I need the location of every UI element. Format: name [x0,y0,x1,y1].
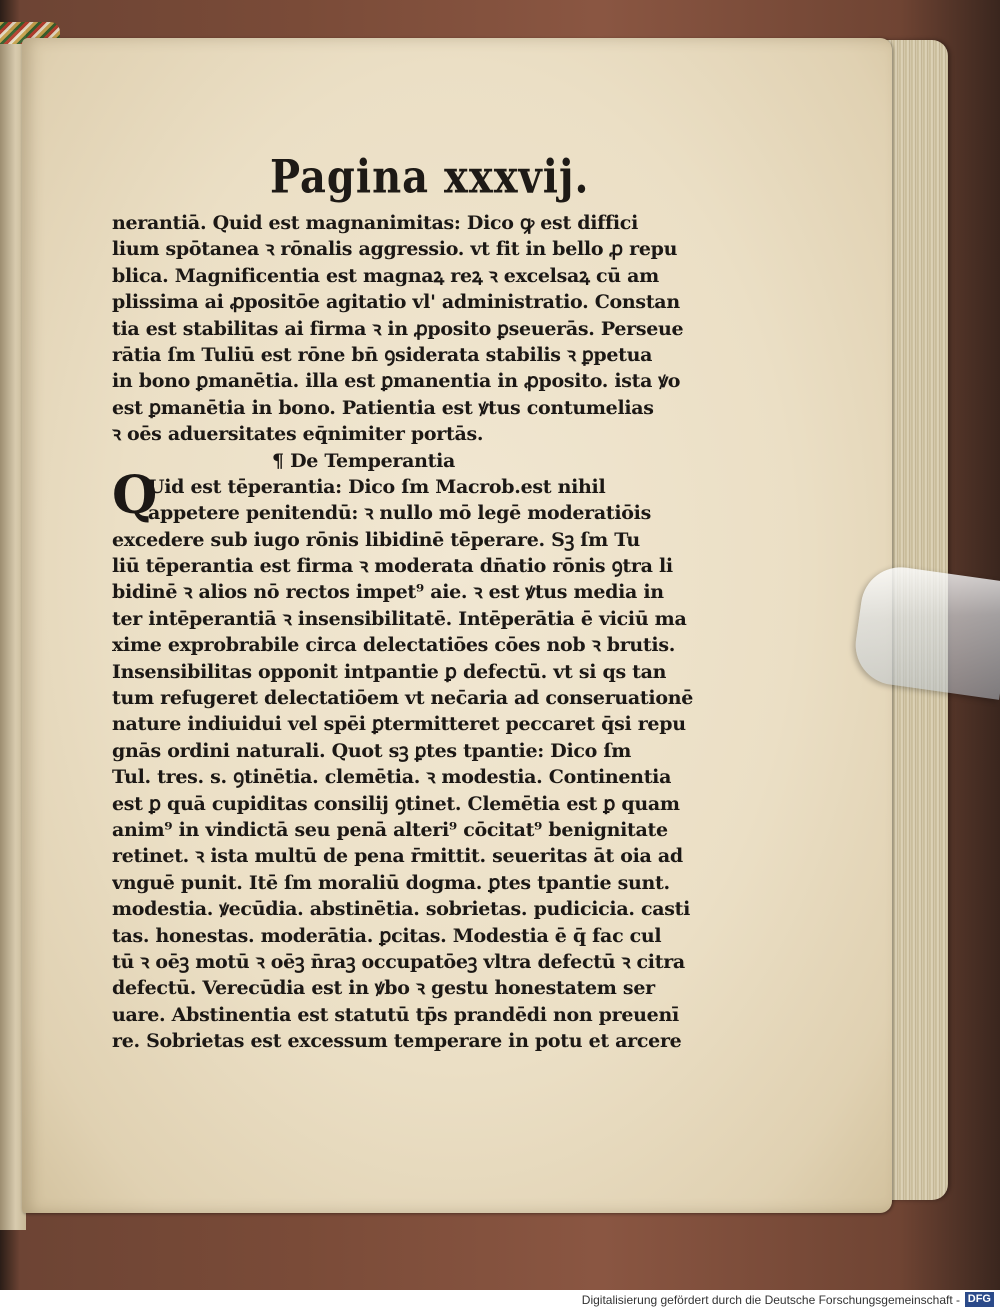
text-line: Insensibilitas opponit intpantie ꝑ defectū. vt si qs tan [112,660,667,683]
text-line: vnguē punit. Itē ſm moraliū dogma. ꝑtes tpantie sunt. [112,871,670,894]
text-line: Tul. tres. s. ꝯtinētia. clemētia. ꝛ modestia. Continentia [112,766,672,789]
text-line: rātia ſm Tuliū est rōne bn̄ ꝯsiderata stabilis ꝛ ꝑpetua [112,343,653,366]
text-line: lium spōtanea ꝛ rōnalis aggressio. vt fit in bello ꝓ repu [112,238,678,261]
text-line: anim⁹ in vindictā seu penā alteri⁹ cōcitat⁹ benignitate [112,818,668,841]
footer-bar [0,1290,1000,1311]
text-line: retinet. ꝛ ista multū de pena r̄mittit. seueritas āt oia ad [112,845,683,868]
text-line: nature indiuidui vel spēi ꝑtermitteret peccaret q̄si repu [112,713,686,736]
text-line: excedere sub iugo rōnis libidinē tēperare. Sꝫ ſm Tu [112,528,640,551]
text-line: in bono ꝑmanētia. illa est ꝑmanentia in ꝓposito. ista ꝟo [112,370,681,393]
text-line: tia est stabilitas ai firma ꝛ in ꝓposito ꝑseuerās. Perseue [112,317,684,340]
text-line: bidinē ꝛ alios nō rectos impet⁹ aie. ꝛ est ꝟtus media in [112,581,664,604]
section-heading: ¶ De Temperantia [272,449,456,472]
text-line: est ꝑ quā cupiditas consilij ꝯtinet. Clemētia est ꝑ quam [112,792,680,815]
text-line: re. Sobrietas est excessum temperare in potu et arcere [112,1030,682,1053]
text-line: Uid est tēperantia: Dico ſm Macrob.est nihil [148,475,606,498]
text-line: uare. Abstinentia est statutū tp̄s prandēdi non preuenī [112,1003,679,1026]
text-block [112,210,724,1055]
text-line: defectū. Verecūdia est in ꝟbo ꝛ gestu honestatem ser [112,977,655,1000]
text-line: nerantiā. Quid est magnanimitas: Dico ꝙ est diffici [112,212,638,234]
text-line: tum refugeret delectatiōem vt nec̄aria ad conseruationē [112,687,693,710]
text-line: ꝛ oēs aduersitates eq̄nimiter portās. [112,423,484,446]
text-line: blica. Magnificentia est magnaꝝ reꝝ ꝛ excelsaꝝ cū am [112,264,659,287]
text-line: ter intēperantiā ꝛ insensibilitatē. Intēperātia ē viciū ma [112,607,687,630]
dfg-logo: DFG [965,1292,994,1307]
page-header: Pagina xxxvij. [270,150,590,205]
text-line: tū ꝛ oēꝫ motū ꝛ oēꝫ n̄raꝫ occupatōeꝫ vltra defectū ꝛ citra [112,950,685,973]
text-line: plissima ai ꝓpositōe agitatio vl' administratio. Constan [112,291,680,314]
text-line: liū tēperantia est firma ꝛ moderata dn̄atio rōnis ꝯtra li [112,555,673,578]
text-line: gnās ordini naturali. Quot sꝫ ꝑtes tpantie: Dico ſm [112,739,631,762]
text-line: modestia. ꝟecūdia. abstinētia. sobrietas. pudicicia. casti [112,898,691,921]
text-line: appetere penitendū: ꝛ nullo mō legē moderatiōis [148,502,651,525]
initial-letter: Q [112,465,158,526]
text-line: xime exprobrabile circa delectatiōes cōes nob ꝛ brutis. [112,634,676,657]
text-line: est ꝑmanētia in bono. Patientia est ꝟtus contumelias [112,396,654,419]
text-line: tas. honestas. moderātia. ꝑcitas. Modestia ē q̄ fac cul [112,924,662,947]
funding-notice: Digitalisierung gefördert durch die Deutsche Forschungsgemeinschaft - [581,1293,960,1307]
